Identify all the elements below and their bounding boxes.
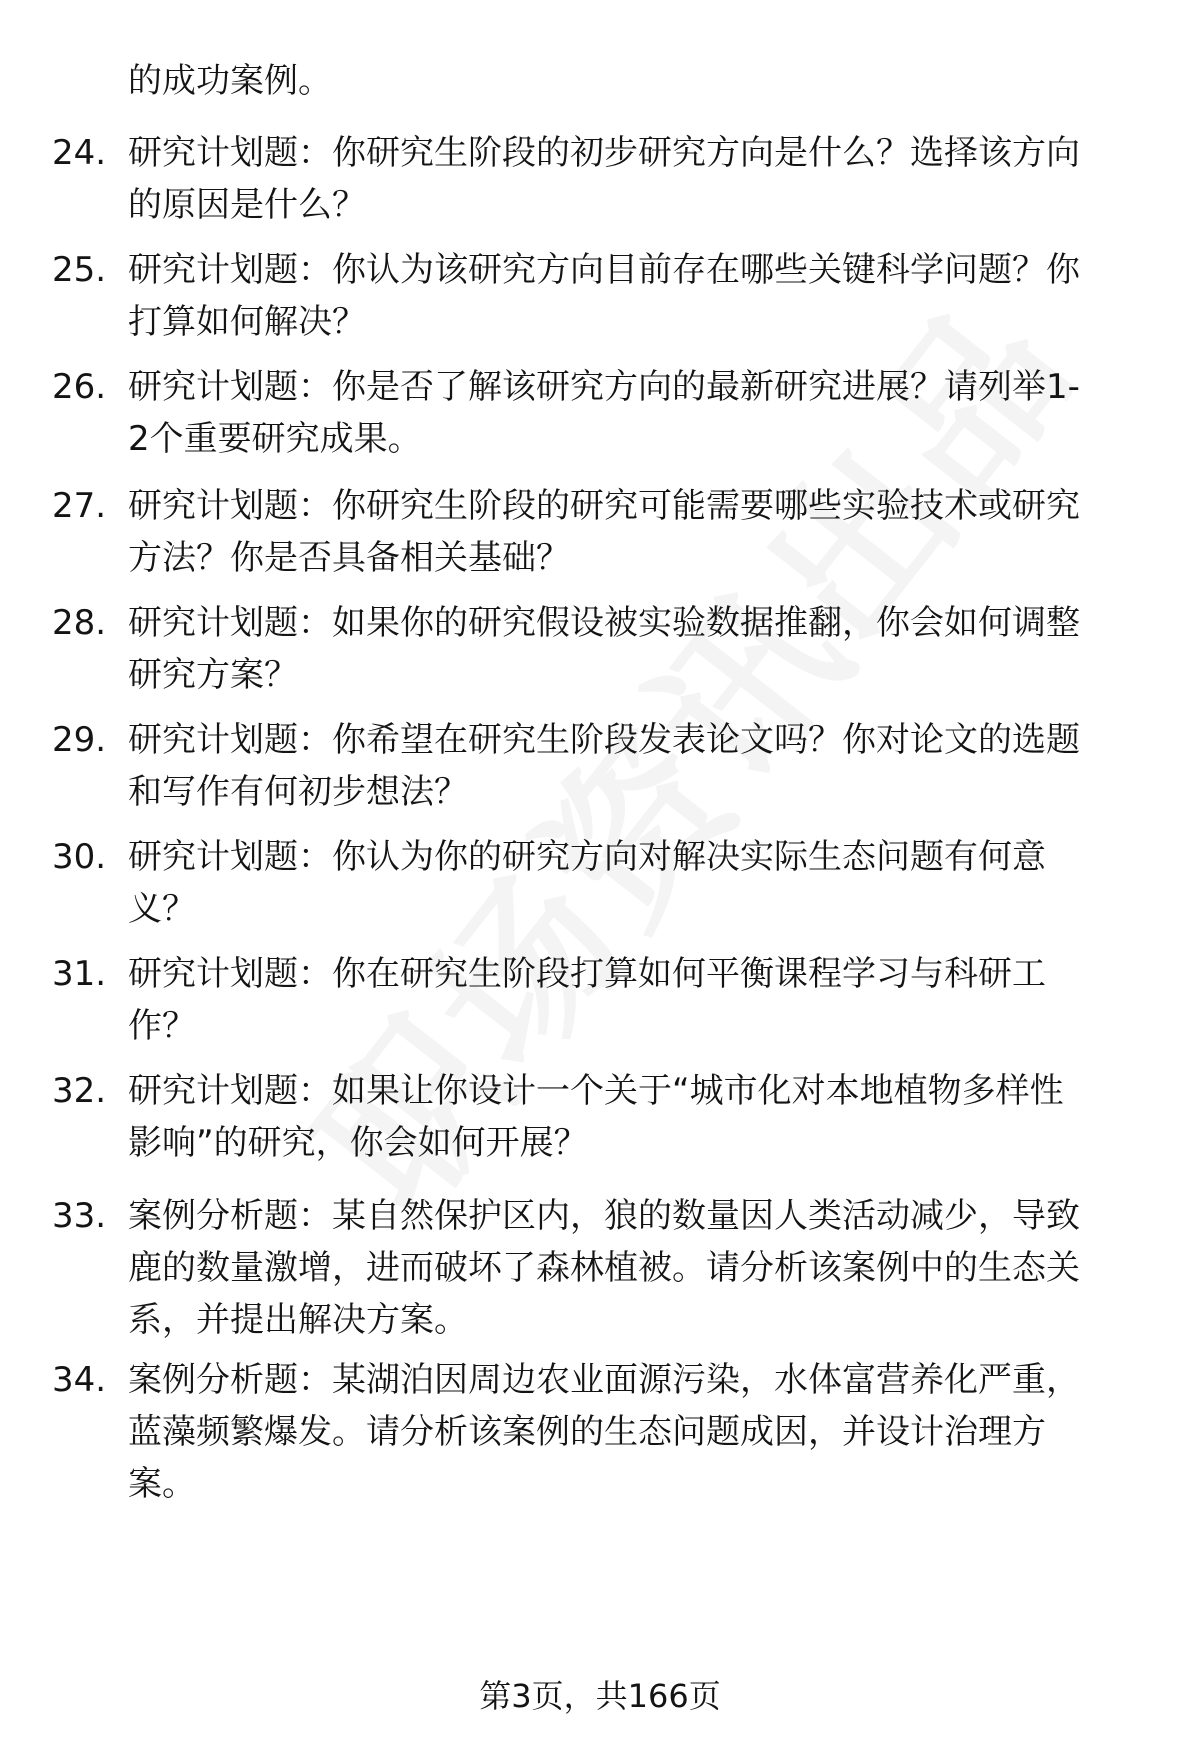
carryover-text: 的成功案例。 xyxy=(128,61,332,101)
question-line: 研究计划题：你研究生阶段的初步研究方向是什么？选择该方向 xyxy=(128,133,1080,173)
question-line: 的原因是什么？ xyxy=(128,185,366,225)
question-item xyxy=(52,714,1142,818)
question-line: 作？ xyxy=(128,1006,196,1046)
question-line: 打算如何解决？ xyxy=(128,302,366,342)
question-number: 27. xyxy=(52,486,107,526)
question-number: 25. xyxy=(52,250,107,290)
question-line: 案。 xyxy=(128,1464,196,1504)
question-line: 研究计划题：你认为你的研究方向对解决实际生态问题有何意 xyxy=(128,837,1046,877)
question-item xyxy=(52,361,1142,465)
question-line: 影响”的研究，你会如何开展？ xyxy=(128,1123,588,1163)
question-line: 案例分析题：某湖泊因周边农业面源污染，水体富营养化严重， xyxy=(128,1360,1080,1400)
question-line: 研究计划题：如果你的研究假设被实验数据推翻，你会如何调整 xyxy=(128,603,1080,643)
question-line: 研究计划题：你认为该研究方向目前存在哪些关键科学问题？你 xyxy=(128,250,1080,290)
question-line: 鹿的数量激增，进而破坏了森林植被。请分析该案例中的生态关 xyxy=(128,1248,1080,1288)
question-item xyxy=(52,1065,1142,1169)
page-footer: 第3页，共166页 xyxy=(479,1677,721,1715)
question-line: 研究计划题：你在研究生阶段打算如何平衡课程学习与科研工 xyxy=(128,954,1046,994)
question-line: 2个重要研究成果。 xyxy=(128,419,422,459)
question-line: 和写作有何初步想法？ xyxy=(128,772,468,812)
question-item xyxy=(52,127,1142,231)
question-line: 案例分析题：某自然保护区内，狼的数量因人类活动减少，导致 xyxy=(128,1196,1080,1236)
question-number: 28. xyxy=(52,603,107,643)
question-item xyxy=(52,597,1142,701)
question-line: 研究计划题：你是否了解该研究方向的最新研究进展？请列举1- xyxy=(128,367,1080,407)
question-item xyxy=(52,244,1142,348)
question-line: 研究方案？ xyxy=(128,655,298,695)
question-number: 33. xyxy=(52,1196,107,1236)
question-item xyxy=(52,480,1142,584)
question-number: 34. xyxy=(52,1360,107,1400)
question-number: 29. xyxy=(52,720,107,760)
question-number: 24. xyxy=(52,133,107,173)
question-line: 系，并提出解决方案。 xyxy=(128,1300,468,1340)
question-item xyxy=(52,1354,1142,1510)
question-item xyxy=(52,948,1142,1052)
question-number: 32. xyxy=(52,1071,107,1111)
question-item xyxy=(52,1190,1142,1346)
question-number: 30. xyxy=(52,837,107,877)
question-line: 研究计划题：如果让你设计一个关于“城市化对本地植物多样性 xyxy=(128,1071,1064,1111)
question-item xyxy=(52,831,1142,935)
question-line: 研究计划题：你希望在研究生阶段发表论文吗？你对论文的选题 xyxy=(128,720,1080,760)
question-number: 26. xyxy=(52,367,107,407)
question-line: 蓝藻频繁爆发。请分析该案例的生态问题成因，并设计治理方 xyxy=(128,1412,1046,1452)
question-line: 研究计划题：你研究生阶段的研究可能需要哪些实验技术或研究 xyxy=(128,486,1080,526)
question-number: 31. xyxy=(52,954,107,994)
question-line: 义？ xyxy=(128,889,196,929)
question-line: 方法？你是否具备相关基础？ xyxy=(128,538,570,578)
